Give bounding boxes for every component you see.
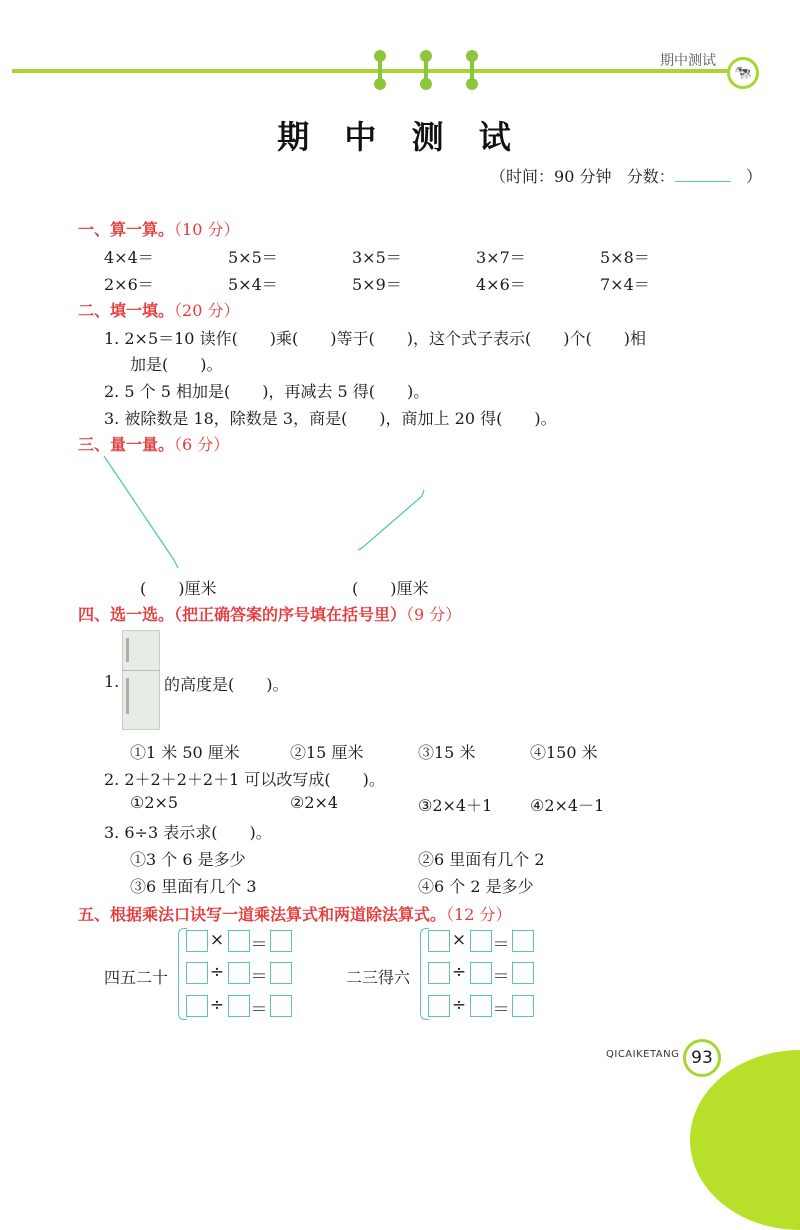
binder-peg [470, 52, 474, 88]
option: ①2×5 [130, 793, 179, 812]
option: ③6 里面有几个 3 [130, 877, 257, 896]
choice-q1-number: 1. [104, 672, 120, 691]
footer-brand: QICAIKETANG [606, 1049, 680, 1060]
answer-box[interactable] [428, 962, 450, 984]
section-5-heading: 五、根据乘法口诀写一道乘法算式和两道除法算式。（12 分） [78, 905, 512, 924]
answer-box[interactable] [270, 930, 292, 952]
footer-decoration [690, 1050, 800, 1230]
calc-item: 7×4＝ [600, 275, 650, 294]
option: ②15 厘米 [290, 743, 364, 762]
equals: ＝ [250, 1000, 268, 1020]
measure-answer-right: ( )厘米 [352, 579, 429, 598]
answer-box[interactable] [470, 995, 492, 1017]
answer-box[interactable] [270, 995, 292, 1017]
header-rule [12, 69, 732, 73]
fill-question-1: 1. 2×5＝10 读作( )乘( )等于( )，这个式子表示( )个( )相 [104, 329, 646, 348]
calc-item: 5×4＝ [228, 275, 278, 294]
segment-left [104, 456, 178, 568]
equals: ＝ [492, 967, 510, 987]
operator: × [451, 930, 467, 950]
option: ③2×4＋1 [418, 796, 493, 815]
equals: ＝ [492, 1000, 510, 1020]
option: ②6 里面有几个 2 [418, 850, 545, 869]
option: ④150 米 [530, 743, 598, 762]
cow-mascot-icon: 🐄 [727, 57, 759, 89]
answer-box[interactable] [512, 995, 534, 1017]
answer-box[interactable] [228, 930, 250, 952]
answer-box[interactable] [228, 995, 250, 1017]
choice-q1-text: 的高度是( )。 [164, 675, 289, 694]
option: ①1 米 50 厘米 [130, 743, 240, 762]
answer-box[interactable] [428, 995, 450, 1017]
fill-question-3: 3. 被除数是 18，除数是 3，商是( )，商加上 20 得( )。 [104, 409, 557, 428]
answer-box[interactable] [470, 962, 492, 984]
equals: ＝ [250, 935, 268, 955]
answer-box[interactable] [512, 962, 534, 984]
segment-right [358, 490, 424, 550]
option: ③15 米 [418, 743, 476, 762]
section-2-heading: 二、填一填。（20 分） [78, 301, 240, 320]
calc-item: 5×8＝ [600, 248, 650, 267]
calc-item: 4×4＝ [104, 248, 154, 267]
fill-question-2: 2. 5 个 5 相加是( )，再减去 5 得( )。 [104, 382, 430, 401]
calc-item: 3×7＝ [476, 248, 526, 267]
option: ①3 个 6 是多少 [130, 850, 246, 869]
operator: ÷ [451, 962, 467, 982]
calc-item: 5×5＝ [228, 248, 278, 267]
rhyme-right: 二三得六 [346, 968, 411, 987]
choice-q2: 2. 2＋2＋2＋2＋1 可以改写成( )。 [104, 770, 385, 789]
section-3-heading: 三、量一量。（6 分） [78, 435, 230, 454]
binder-peg [378, 52, 382, 88]
refrigerator-image [122, 630, 160, 730]
choice-q3: 3. 6÷3 表示求( )。 [104, 823, 272, 842]
calc-item: 3×5＝ [352, 248, 402, 267]
answer-box[interactable] [186, 995, 208, 1017]
equals: ＝ [492, 935, 510, 955]
operator: ÷ [209, 995, 225, 1015]
operator: ÷ [209, 962, 225, 982]
answer-box[interactable] [270, 962, 292, 984]
section-1-heading: 一、算一算。（10 分） [78, 220, 240, 239]
answer-box[interactable] [470, 930, 492, 952]
binder-peg [424, 52, 428, 88]
answer-box[interactable] [428, 930, 450, 952]
page-title: 期 中 测 试 [277, 118, 523, 156]
answer-box[interactable] [186, 930, 208, 952]
fill-question-1-cont: 加是( )。 [130, 355, 223, 374]
answer-box[interactable] [186, 962, 208, 984]
option: ④2×4－1 [530, 796, 605, 815]
operator: × [209, 930, 225, 950]
header-label: 期中测试 [660, 53, 716, 69]
option: ②2×4 [290, 793, 339, 812]
answer-box[interactable] [228, 962, 250, 984]
page-number: 93 [683, 1039, 721, 1077]
answer-box[interactable] [512, 930, 534, 952]
operator: ÷ [451, 995, 467, 1015]
equals: ＝ [250, 967, 268, 987]
section-4-heading: 四、选一选。（把正确答案的序号填在括号里）（9 分） [78, 605, 462, 624]
measure-answer-left: ( )厘米 [140, 579, 217, 598]
calc-item: 5×9＝ [352, 275, 402, 294]
score-blank[interactable] [675, 167, 731, 182]
rhyme-left: 四五二十 [104, 968, 169, 987]
calc-item: 2×6＝ [104, 275, 154, 294]
time-info: （时间：90 分钟 分数： ） [490, 167, 763, 186]
option: ④6 个 2 是多少 [418, 877, 534, 896]
calc-item: 4×6＝ [476, 275, 526, 294]
measure-segments [96, 450, 446, 580]
